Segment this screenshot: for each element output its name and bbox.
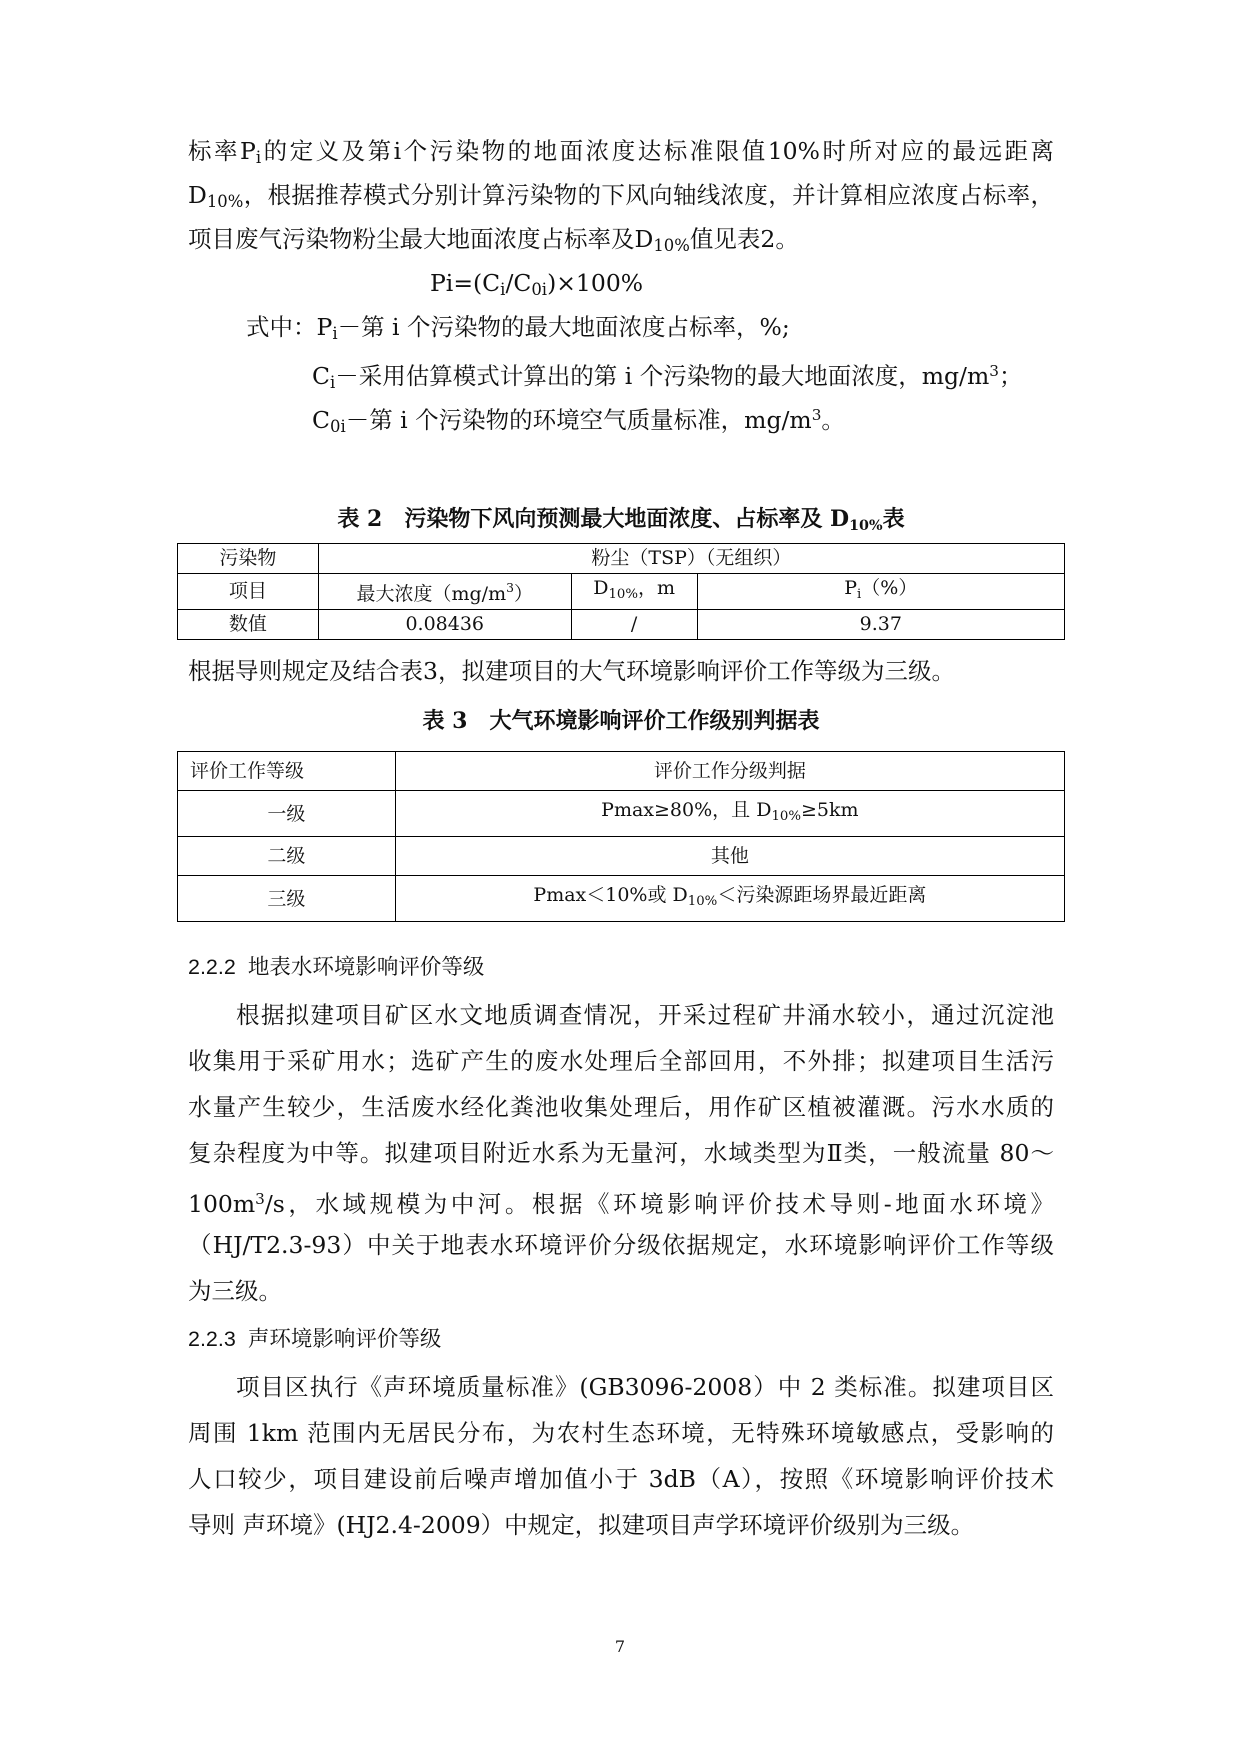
table-row (178, 837, 1065, 876)
table-row (178, 610, 1065, 640)
section-222-line-7: 为三级。 (188, 1277, 282, 1305)
table2 (177, 543, 1065, 640)
page-number: 7 (614, 1637, 626, 1656)
table-cell: Pmax＜10%或 $D_{10\%}<$污染源距场界最近距离 (395, 876, 1064, 922)
table-cell: 评价工作等级 (178, 752, 396, 791)
after-table2-text: 根据导则规定及结合表3，拟建项目的大气环境影响评价工作等级为三级。 (188, 657, 955, 685)
formula: Pi=(Ci/C0i)×100% (430, 269, 644, 299)
table-row (178, 876, 1065, 922)
table-cell: $D_{10\%}$，m (571, 574, 697, 610)
table3 (177, 751, 1065, 922)
table-cell: 三级 (178, 876, 396, 922)
table-row (178, 752, 1065, 791)
table-cell: 评价工作分级判据 (395, 752, 1064, 791)
table-cell: 一级 (178, 791, 396, 837)
intro-line-2: D10%，根据推荐模式分别计算污染物的下风向轴线浓度，并计算相应浓度占标率， (188, 181, 1054, 211)
section-heading-223: 2.2.3 声环境影响评价等级 (188, 1327, 442, 1352)
section-222-line-5: $100m^3/s$，水域规模为中河。根据《环境影响评价技术导则-地面水环境》 (188, 1190, 1054, 1218)
table-cell: 数值 (178, 610, 319, 640)
table-cell: 项目 (178, 574, 319, 610)
table-row (178, 791, 1065, 837)
table-row (178, 544, 1065, 574)
table2-caption: 表 2 污染物下风向预测最大地面浓度、占标率及 D10%表 (337, 506, 905, 534)
table-cell: 二级 (178, 837, 396, 876)
section-222-line-4: 复杂程度为中等。拟建项目附近水系为无量河，水域类型为Ⅱ类，一般流量 80～ (188, 1139, 1054, 1167)
table-cell: Pmax≥80%，且 $D_{10\%}\ge 5km$ (395, 791, 1064, 837)
section-222-line-1: 根据拟建项目矿区水文地质调查情况，开采过程矿井涌水较小，通过沉淀池 (236, 1001, 1054, 1029)
table-cell: 9.37 (697, 610, 1064, 640)
section-222-line-3: 水量产生较少，生活废水经化粪池收集处理后，用作矿区植被灌溉。污水水质的 (188, 1093, 1054, 1121)
table-cell: 粉尘（TSP）（无组织） (318, 544, 1064, 574)
table-row (178, 574, 1065, 610)
table-cell: $P_i(\%)$ (697, 574, 1064, 610)
section-222-line-6: （HJ/T2.3-93）中关于地表水环境评价分级依据规定，水环境影响评价工作等级 (188, 1231, 1054, 1259)
table3-caption: 表 3 大气环境影响评价工作级别判据表 (422, 708, 820, 734)
table-cell: 0.08436 (318, 610, 571, 640)
section-222-line-2: 收集用于采矿用水；选矿产生的废水处理后全部回用，不外排；拟建项目生活污 (188, 1047, 1054, 1075)
section-223-line-3: 人口较少，项目建设前后噪声增加值小于 3dB（A），按照《环境影响评价技术 (188, 1465, 1054, 1493)
definition-ci: Ci－采用估算模式计算出的第 i 个污染物的最大地面浓度，$mg/m^3$； (312, 362, 1023, 392)
intro-line-3: 项目废气污染物粉尘最大地面浓度占标率及D10%值见表2。 (188, 225, 799, 255)
section-223-line-2: 周围 1km 范围内无居民分布，为农村生态环境，无特殊环境敏感点，受影响的 (188, 1419, 1054, 1447)
intro-line-1: 标率Pi的定义及第i个污染物的地面浓度达标准限值10%时所对应的最远距离 (188, 137, 1055, 167)
table-cell: / (571, 610, 697, 640)
table-cell: 污染物 (178, 544, 319, 574)
section-223-line-4: 导则 声环境》(HJ2.4-2009）中规定，拟建项目声学环境评价级别为三级。 (188, 1511, 975, 1539)
table-cell: 最大浓度$(mg/m^3)$ (318, 574, 571, 610)
section-heading-222: 2.2.2 地表水环境影响评价等级 (188, 955, 485, 980)
section-223-line-1: 项目区执行《声环境质量标准》(GB3096-2008）中 2 类标准。拟建项目区 (236, 1373, 1054, 1401)
definition-pi: 式中：Pi－第 i 个污染物的最大地面浓度占标率，%; (246, 313, 790, 343)
definition-c0i: C0i－第 i 个污染物的环境空气质量标准，$mg/m^3$。 (312, 406, 845, 436)
table-cell: 其他 (395, 837, 1064, 876)
